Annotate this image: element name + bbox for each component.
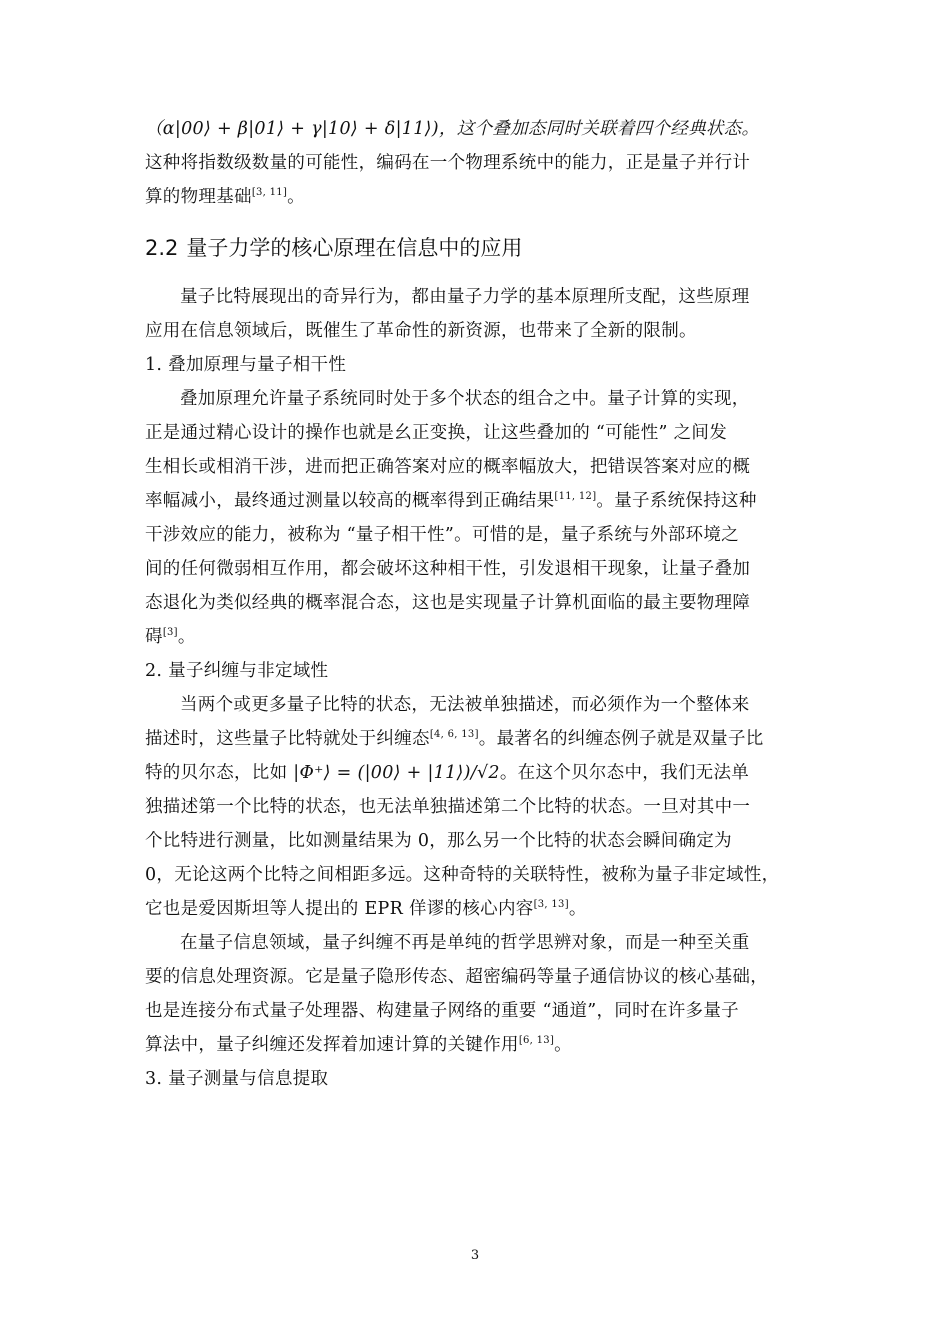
page-number: 3: [470, 1248, 480, 1263]
section-title: 量子力学的核心原理在信息中的应用: [186, 236, 523, 260]
text-line: 应用在信息领域后，既催生了革命性的新资源，也带来了全新的限制。: [145, 321, 697, 341]
text-line: 生相长或相消干涉，进而把正确答案对应的概率幅放大，把错误答案对应的概: [145, 457, 751, 477]
text-line: 干涉效应的能力，被称为 “量子相干性”。可惜的是，量子系统与外部环境之: [145, 525, 739, 545]
text-line: 率幅减小，最终通过测量以较高的概率得到正确结果[11, 12]。量子系统保持这种: [145, 491, 757, 511]
text-line: 在量子信息领域，量子纠缠不再是单纯的哲学思辨对象，而是一种至关重: [180, 933, 750, 953]
text-line: 描述时，这些量子比特就处于纠缠态[4, 6, 13]。最著名的纠缠态例子就是双量子比: [145, 729, 764, 749]
list-item-superposition: [145, 348, 817, 654]
list-item-title: 1. 叠加原理与量子相干性: [145, 355, 347, 375]
intro-paragraph: [145, 112, 817, 214]
text-line: 0，无论这两个比特之间相距多远。这种奇特的关联特性，被称为量子非定域性，: [145, 865, 780, 885]
text-line: 这种将指数级数量的可能性，编码在一个物理系统中的能力，正是量子并行计: [145, 153, 751, 173]
text-line: 个比特进行测量，比如测量结果为 0，那么另一个比特的状态会瞬间确定为: [145, 831, 732, 851]
text-line: 也是连接分布式量子处理器、构建量子网络的重要 “通道”，同时在许多量子: [145, 1001, 739, 1021]
text-line: 它也是爱因斯坦等人提出的 EPR 佯谬的核心内容[3, 13]。: [145, 899, 587, 919]
text-line: 当两个或更多量子比特的状态，无法被单独描述，而必须作为一个整体来: [180, 695, 750, 715]
text-line: 正是通过精心设计的操作也就是幺正变换，让这些叠加的 “可能性” 之间发: [145, 423, 728, 443]
text-line: 碍[3]。: [145, 627, 196, 647]
text-line: 特的贝尔态，比如 |Φ⁺⟩ = (|00⟩ + |11⟩)/√2。在这个贝尔态中，我们无法单: [145, 763, 750, 783]
text-line: 间的任何微弱相互作用，都会破坏这种相干性，引发退相干现象，让量子叠加: [145, 559, 751, 579]
section-number: 2.2: [145, 236, 179, 260]
section-heading: [145, 234, 817, 262]
citation: [3]: [162, 627, 178, 638]
citation: [11, 12]: [554, 491, 597, 502]
list-item-title: 3. 量子测量与信息提取: [145, 1069, 329, 1089]
list-item-measurement: [145, 1062, 817, 1096]
text-line: 态退化为类似经典的概率混合态，这也是实现量子计算机面临的最主要物理障: [145, 593, 751, 613]
text-line: 叠加原理允许量子系统同时处于多个状态的组合之中。量子计算的实现，: [180, 389, 750, 409]
text-line: 算法中，量子纠缠还发挥着加速计算的关键作用[6, 13]。: [145, 1035, 572, 1055]
citation: [4, 6, 13]: [429, 729, 479, 740]
text-line: 要的信息处理资源。它是量子隐形传态、超密编码等量子通信协议的核心基础，: [145, 967, 768, 987]
list-item-entanglement: [145, 654, 817, 1062]
page-content: [145, 112, 817, 1096]
list-item-title: 2. 量子纠缠与非定域性: [145, 661, 329, 681]
bell-state-formula: |Φ⁺⟩ = (|00⟩ + |11⟩)/√2: [293, 763, 500, 783]
text-line: 量子比特展现出的奇异行为，都由量子力学的基本原理所支配，这些原理: [180, 287, 750, 307]
citation: [3, 13]: [533, 899, 569, 910]
text-line: （α|00⟩ + β|01⟩ + γ|10⟩ + δ|11⟩)，这个叠加态同时关联着四个经典状态。: [145, 119, 760, 139]
text-line: 算的物理基础[3, 11]。: [145, 187, 305, 207]
citation: [3, 11]: [251, 187, 288, 198]
text-line: 独描述第一个比特的状态，也无法单独描述第二个比特的状态。一旦对其中一: [145, 797, 751, 817]
section-paragraph: [145, 280, 817, 348]
citation: [6, 13]: [518, 1035, 555, 1046]
